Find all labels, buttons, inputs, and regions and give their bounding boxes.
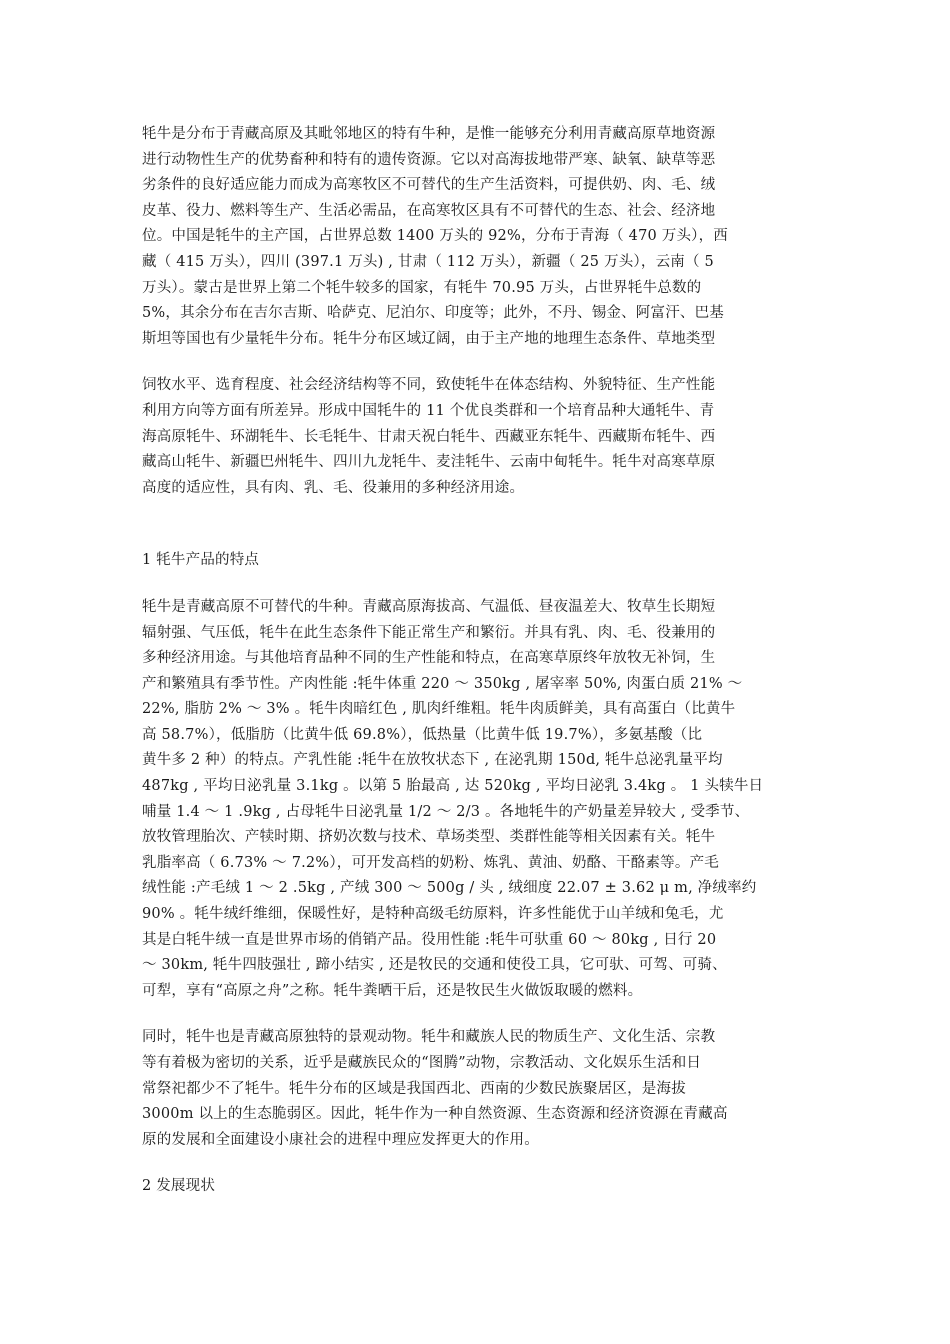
text-line: 藏（ 415 万头），四川 (397.1 万头) , 甘肃（ 112 万头），新疆（ 25 万头），云南（ 5	[142, 253, 714, 270]
text-line: 进行动物性生产的优势畜种和特有的遗传资源。它以对高海拔地带严寒、缺氧、缺草等恶	[142, 151, 716, 168]
text-line: 藏高山牦牛、新疆巴州牦牛、四川九龙牦牛、麦洼牦牛、云南中甸牦牛。牦牛对高寒草原	[142, 454, 716, 471]
text-line: 海高原牦牛、环湖牦牛、长毛牦牛、甘肃天祝白牦牛、西藏亚东牦牛、西藏斯布牦牛、西	[142, 428, 716, 445]
section-heading-1: 1 牦牛产品的特点	[142, 552, 260, 569]
text-line: 放牧管理胎次、产犊时期、挤奶次数与技术、草场类型、类群性能等相关因素有关。牦牛	[142, 829, 716, 846]
text-line: 可犁，享有“高原之舟”之称。牦牛粪晒干后，还是牧民生火做饭取暖的燃料。	[142, 982, 643, 999]
text-line: 皮革、役力、燃料等生产、生活必需品，在高寒牧区具有不可替代的生态、社会、经济地	[142, 202, 716, 219]
text-line: 原的发展和全面建设小康社会的进程中理应发挥更大的作用。	[142, 1131, 539, 1148]
text-line: ～ 30km, 牦牛四肢强壮 , 蹄小结实 , 还是牧民的交通和使役工具，它可驮、可驾、可骑、	[142, 957, 727, 974]
text-line: 3000m 以上的生态脆弱区。因此，牦牛作为一种自然资源、生态资源和经济资源在青藏高	[142, 1106, 728, 1123]
text-line: 90% 。牦牛绒纤维细，保暖性好，是特种高级毛纺原料，许多性能优于山羊绒和兔毛，尤	[142, 906, 724, 923]
text-line: 饲牧水平、选育程度、社会经济结构等不同，致使牦牛在体态结构、外貌特征、生产性能	[142, 377, 716, 394]
text-line: 多种经济用途。与其他培育品种不同的生产性能和特点，在高寒草原终年放牧无补饲，生	[142, 650, 716, 667]
paragraph-products	[142, 595, 812, 1005]
text-line: 常祭祀都少不了牦牛。牦牛分布的区域是我国西北、西南的少数民族聚居区，是海拔	[142, 1080, 686, 1097]
text-line: 斯坦等国也有少量牦牛分布。牦牛分布区域辽阔，由于主产地的地理生态条件、草地类型	[142, 330, 716, 347]
text-line: 绒性能 :产毛绒 1 ～ 2 .5kg , 产绒 300 ～ 500g / 头 , 绒细度 22.07 ± 3.62 μ m, 净绒率约	[142, 880, 757, 897]
text-line: 同时，牦牛也是青藏高原独特的景观动物。牦牛和藏族人民的物质生产、文化生活、宗教	[142, 1029, 716, 1046]
text-line: 牦牛是青藏高原不可替代的牛种。青藏高原海拔高、气温低、昼夜温差大、牧草生长期短	[142, 598, 716, 615]
text-line: 哺量 1.4 ～ 1 .9kg , 占母牦牛日泌乳量 1/2 ～ 2/3 。各地牦牛的产奶量差异较大 , 受季节、	[142, 803, 750, 820]
text-line: 劣条件的良好适应能力而成为高寒牧区不可替代的生产生活资料，可提供奶、肉、毛、绒	[142, 177, 716, 194]
section-heading-2: 2 发展现状	[142, 1178, 216, 1195]
text-line: 乳脂率高（ 6.73% ～ 7.2%），可开发高档的奶粉、炼乳、黄油、奶酪、干酪素等。产毛	[142, 854, 719, 871]
text-line: 等有着极为密切的关系，近乎是藏族民众的“图腾”动物，宗教活动、文化娱乐生活和日	[142, 1055, 702, 1071]
text-line: 高 58.7%），低脂肪（比黄牛低 69.8%），低热量（比黄牛低 19.7%），多氨基酸（比	[142, 726, 703, 743]
paragraph-breeds	[142, 373, 812, 501]
text-line: 其是白牦牛绒一直是世界市场的俏销产品。役用性能 :牦牛可驮重 60 ～ 80kg , 日行 20	[142, 931, 717, 948]
document-page	[142, 122, 812, 1200]
paragraph-culture	[142, 1025, 812, 1153]
text-line: 产和繁殖具有季节性。产肉性能 :牦牛体重 220 ～ 350kg , 屠宰率 50%, 肉蛋白质 21% ～	[142, 675, 743, 692]
text-line: 万头）。蒙古是世界上第二个牦牛较多的国家，有牦牛 70.95 万头，占世界牦牛总数的	[142, 279, 702, 296]
text-line: 辐射强、气压低，牦牛在此生态条件下能正常生产和繁衍。并具有乳、肉、毛、役兼用的	[142, 624, 716, 641]
text-line: 487kg , 平均日泌乳量 3.1kg 。以第 5 胎最高 , 达 520kg , 平均日泌乳 3.4kg 。 1 头犊牛日	[142, 778, 764, 795]
text-line: 5%，其余分布在吉尔吉斯、哈萨克、尼泊尔、印度等；此外，不丹、锡金、阿富汗、巴基	[142, 305, 724, 322]
text-line: 黄牛多 2 种）的特点。产乳性能 :牦牛在放牧状态下 , 在泌乳期 150d, 牦牛总泌乳量平均	[142, 752, 723, 769]
text-line: 高度的适应性，具有肉、乳、毛、役兼用的多种经济用途。	[142, 479, 525, 496]
text-line: 利用方向等方面有所差异。形成中国牦牛的 11 个优良类群和一个培育品种大通牦牛、青	[142, 402, 715, 419]
text-line: 牦牛是分布于青藏高原及其毗邻地区的特有牛种，是惟一能够充分利用青藏高原草地资源	[142, 126, 716, 142]
text-line: 22%, 脂肪 2% ～ 3% 。牦牛肉暗红色 , 肌肉纤维粗。牦牛肉质鲜美，具有高蛋白（比黄牛	[142, 701, 736, 718]
text-line: 位。中国是牦牛的主产国，占世界总数 1400 万头的 92%，分布于青海（ 470 万头），西	[142, 228, 728, 245]
paragraph-intro	[142, 122, 812, 352]
